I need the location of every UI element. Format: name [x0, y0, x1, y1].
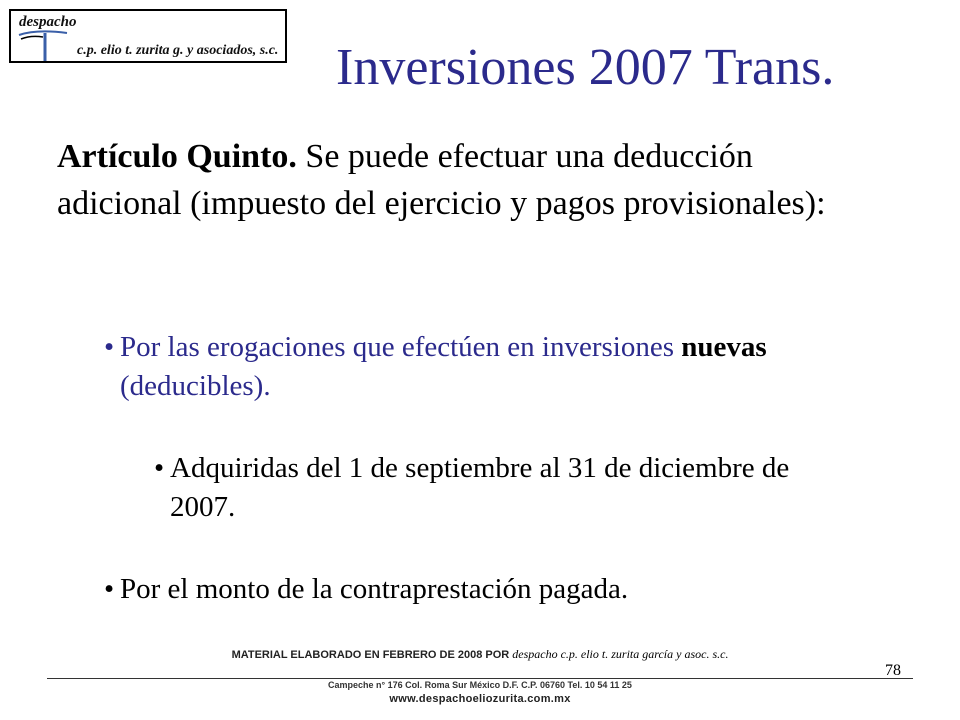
intro-paragraph — [57, 133, 857, 227]
footer-address: Campeche n° 176 Col. Roma Sur México D.F. C.P. 06760 Tel. 10 54 11 25 — [328, 680, 632, 690]
bullet-text: Por las erogaciones que efectúen en inversiones — [120, 331, 682, 363]
bullet-icon: • — [154, 452, 165, 484]
footer-note — [0, 647, 960, 662]
bullet-icon: • — [104, 573, 115, 605]
bullet-text-tail: (deducibles). — [120, 370, 271, 402]
bullet-bold-text: nuevas — [681, 331, 767, 363]
bullet-icon: • — [104, 331, 115, 363]
logo-word: despacho — [19, 14, 77, 30]
footer-divider — [47, 678, 913, 679]
logo-company-name: c.p. elio t. zurita g. y asociados, s.c. — [77, 43, 279, 58]
bullet-item-adquiridas — [154, 449, 810, 527]
intro-text: Se puede efectuar una deducción adicional (impuesto del ejercicio y pagos provisionales): — [57, 138, 826, 222]
footer-firm: despacho c.p. elio t. zurita garcía y asoc. s.c. — [512, 647, 729, 661]
page-number: 78 — [885, 662, 901, 679]
footer-website: www.despachoeliozurita.com.mx — [389, 693, 571, 705]
bullet-text: Por el monto de la contraprestación pagada. — [120, 573, 629, 605]
bullet-text: Adquiridas del 1 de septiembre al 31 de diciembre de 2007. — [170, 452, 790, 523]
logo-t-icon — [17, 29, 73, 63]
intro-bold: Artículo Quinto. — [57, 138, 297, 175]
footer-note-text: MATERIAL ELABORADO EN FEBRERO DE 2008 POR — [231, 649, 510, 661]
slide-title: Inversiones 2007 Trans. — [336, 39, 835, 96]
company-logo — [9, 9, 287, 63]
bullet-item-erogaciones — [104, 328, 840, 406]
bullet-item-monto — [104, 570, 840, 609]
